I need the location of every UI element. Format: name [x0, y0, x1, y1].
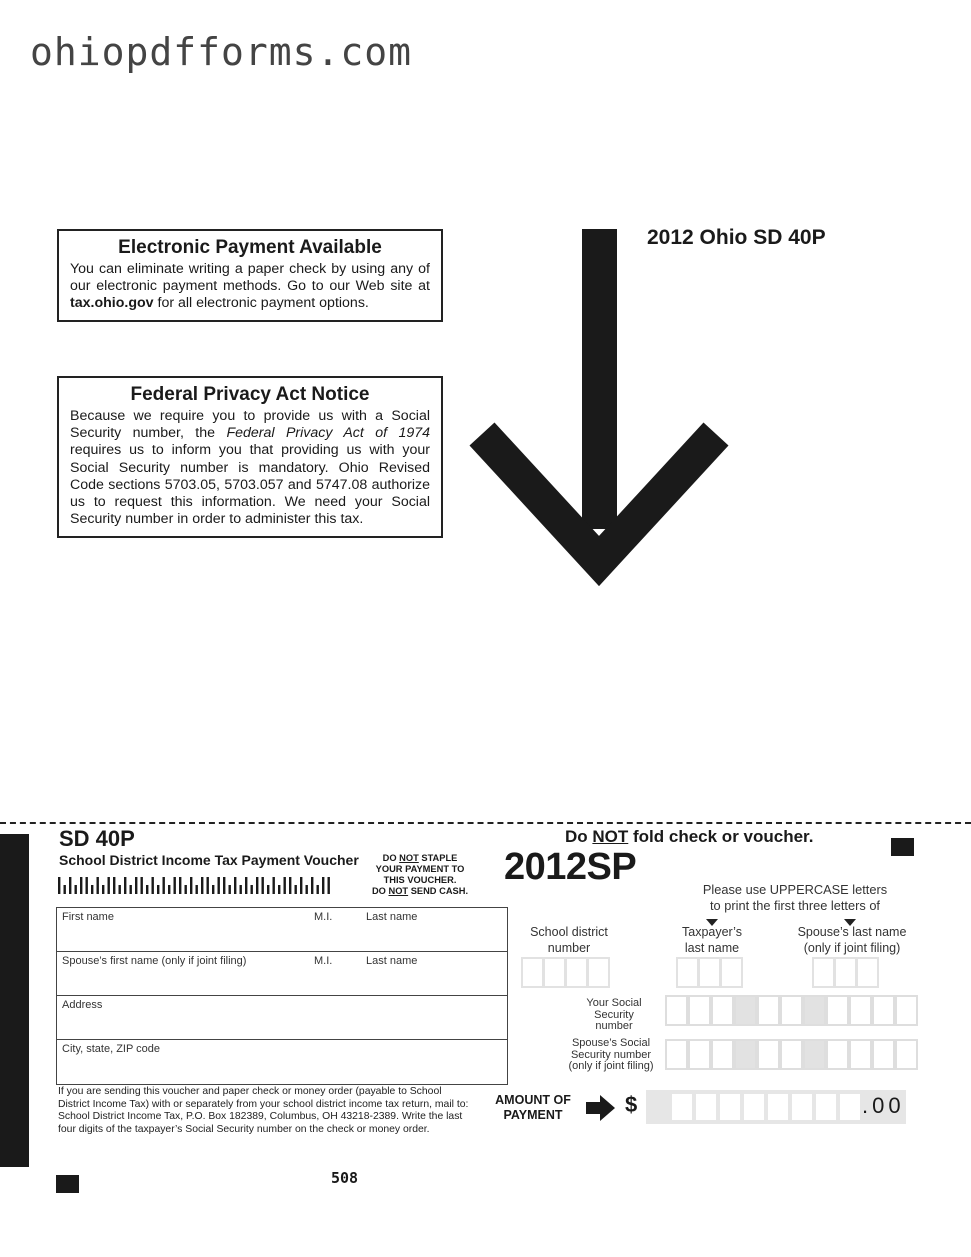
- uppercase-instruction: Please use UPPERCASE letters to print the first three letters of: [702, 882, 888, 913]
- year-code: 2012SP: [504, 846, 637, 888]
- fold-notice: Do NOT fold check or voucher.: [565, 827, 814, 846]
- voucher-subtitle: School District Income Tax Payment Voucher: [59, 852, 359, 868]
- address-label: Address: [62, 999, 103, 1011]
- cents-value: .00: [862, 1093, 905, 1118]
- mi-label: M.I.: [314, 911, 333, 923]
- down-arrow-icon: [462, 229, 738, 589]
- staple-warning: DO NOT STAPLE YOUR PAYMENT TO THIS VOUCHER. DO NOT SEND CASH.: [371, 853, 469, 896]
- privacy-notice-text: Because we require you to provide us with a Social Security number, the Federal Privacy Act of 1974 requires us to inform you that providing us with your Social Security number is mandatory. Ohio Revised Code sections 5703.05, 5703.057 and 5747.08 authorize us to request this information. We need your Social Security number in order to administer this tax.: [70, 408, 431, 528]
- scan-marker-top-right: [891, 838, 914, 856]
- watermark-text: ohiopdfforms.com: [30, 30, 413, 74]
- mailing-instructions: If you are sending this voucher and paper check or money order (payable to School District Income Tax) with or separately from your school district income tax return, mail to: School District Income Tax, P.O. Box 182389, Columbus, OH 43218-2389. Write the last four digits of the taxpayer’s Social Security number on the check or money order.: [58, 1086, 469, 1135]
- name-address-fields: [56, 907, 508, 1085]
- spouse-last-name-input[interactable]: [812, 957, 879, 988]
- address-row[interactable]: [57, 996, 507, 1040]
- taxpayer-last-name-label: Taxpayer’s last name: [682, 925, 742, 955]
- form-title: 2012 Ohio SD 40P: [647, 226, 826, 249]
- school-district-number-input[interactable]: [521, 957, 610, 988]
- scan-marker-bar: [0, 834, 29, 1167]
- first-name-label: First name: [62, 911, 114, 923]
- last-name-label: Last name: [366, 911, 418, 923]
- spouse-ssn-label: Spouse’s Social Security number (only if joint filing): [568, 1037, 654, 1072]
- taxpayer-last-name-input[interactable]: [676, 957, 743, 988]
- privacy-notice-box: [57, 376, 443, 538]
- spouse-last-name-label: Last name: [366, 955, 418, 967]
- scan-marker-bottom-left: [56, 1175, 79, 1193]
- amount-of-payment-label: AMOUNT OF PAYMENT: [495, 1093, 571, 1122]
- cut-line: [0, 822, 971, 824]
- electronic-payment-box: [57, 229, 443, 322]
- electronic-payment-heading: Electronic Payment Available: [118, 237, 382, 258]
- spouse-name-row[interactable]: [57, 952, 507, 996]
- spouse-mi-label: M.I.: [314, 955, 333, 967]
- form-code: 508: [331, 1169, 359, 1187]
- first-name-row[interactable]: [57, 908, 507, 952]
- electronic-payment-text: You can eliminate writing a paper check by using any of our electronic payment methods. Go to our Web site at tax.ohio.gov for all electronic payment options.: [70, 261, 430, 312]
- your-ssn-label: Your Social Security number: [586, 997, 642, 1032]
- school-district-label: School district number: [530, 925, 608, 955]
- spouse-first-name-label: Spouse’s first name (only if joint filing): [62, 955, 247, 967]
- right-arrow-icon: [586, 1095, 616, 1121]
- privacy-notice-heading: Federal Privacy Act Notice: [130, 384, 370, 405]
- your-ssn-input[interactable]: [665, 995, 918, 1026]
- spouse-ssn-input[interactable]: [665, 1039, 918, 1070]
- city-state-zip-label: City, state, ZIP code: [62, 1043, 161, 1055]
- postal-barcode: [58, 877, 338, 895]
- city-state-zip-row[interactable]: [57, 1040, 507, 1084]
- tax-ohio-gov-link[interactable]: tax.ohio.gov: [70, 295, 154, 312]
- voucher-form-id: SD 40P: [59, 826, 135, 851]
- spouse-last-name-col-label: Spouse’s last name (only if joint filing): [797, 925, 907, 955]
- dollar-sign: $: [625, 1092, 638, 1117]
